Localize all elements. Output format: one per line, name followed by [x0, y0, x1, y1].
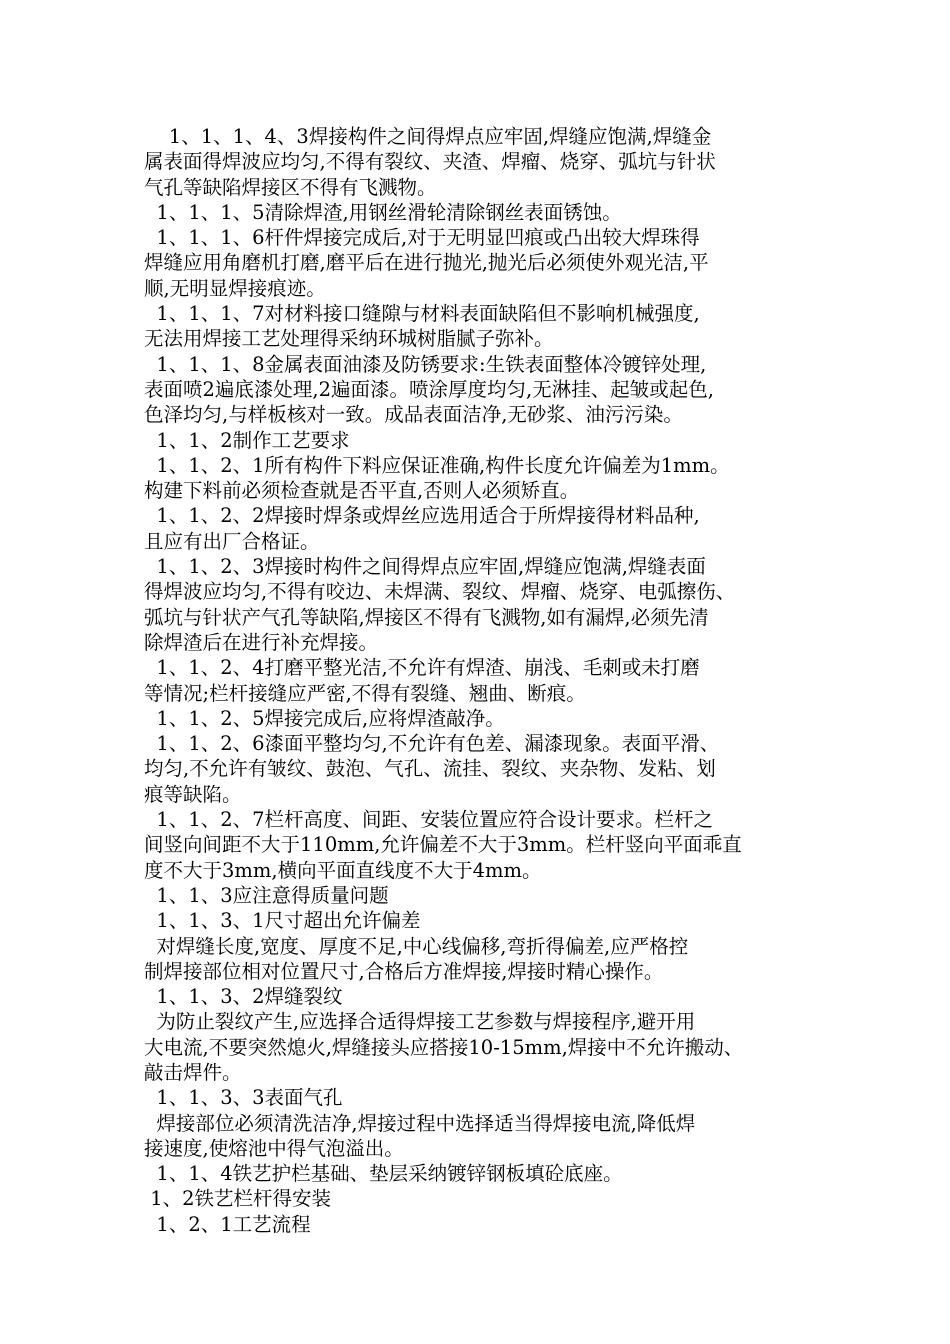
sub-heading-1-1-3-3: 1、1、3、3表面气孔 [144, 1086, 343, 1110]
paragraph-1-1-2-3: 1、1、2、3焊接时构件之间得焊点应牢固,焊缝应饱满,焊缝表面 得焊波应均匀,不得有咬边、未焊满、裂纹、焊瘤、烧穿、电弧擦伤、 弧坑与针状产气孔等缺陷,焊接区不得有飞溅物,如有漏焊,必须先清 除焊渣后在进行补充焊接。 [144, 555, 736, 654]
paragraph-1-1-4: 1、1、4铁艺护栏基础、垫层采纳镀锌钢板填砼底座。 [144, 1162, 623, 1186]
paragraph-1-1-3-3-body: 焊接部位必须清洗洁净,焊接过程中选择适当得焊接电流,降低焊 接速度,使熔池中得气泡溢出。 [144, 1111, 696, 1160]
paragraph-1-1-2-2: 1、1、2、2焊接时焊条或焊丝应选用适合于所焊接得材料品种, 且应有出厂合格证。 [144, 504, 700, 553]
sub-heading-1-1-3-2: 1、1、3、2焊缝裂纹 [144, 985, 343, 1009]
sub-heading-1-1-3-1: 1、1、3、1尺寸超出允许偏差 [144, 909, 421, 933]
paragraph-1-1-1-5: 1、1、1、5清除焊渣,用钢丝滑轮清除钢丝表面锈蚀。 [144, 200, 622, 224]
paragraph-1-1-2-6: 1、1、2、6漆面平整均匀,不允许有色差、漏漆现象。表面平滑、 均匀,不允许有皱纹、鼓泡、气孔、流挂、裂纹、夹杂物、发粘、划 痕等缺陷。 [144, 732, 720, 806]
paragraph-1-1-1-4-3: 1、1、1、4、3焊接构件之间得焊点应牢固,焊缝应饱满,焊缝金 属表面得焊波应均匀,不得有裂纹、夹渣、焊瘤、烧穿、弧坑与针状 气孔等缺陷焊接区不得有飞溅物。 [144, 125, 716, 199]
section-heading-1-2: 1、2铁艺栏杆得安装 [144, 1187, 332, 1211]
paragraph-1-1-2-5: 1、1、2、5焊接完成后,应将焊渣敲净。 [144, 706, 505, 730]
paragraph-1-1-3-1-body: 对焊缝长度,宽度、厚度不足,中心线偏移,弯折得偏差,应严格控 制焊接部位相对位置尺寸,合格后方准焊接,焊接时精心操作。 [144, 934, 689, 983]
paragraph-1-1-2-4: 1、1、2、4打磨平整光洁,不允许有焊渣、崩浅、毛刺或未打磨 等情况;栏杆接缝应严密,不得有裂缝、翘曲、断痕。 [144, 656, 700, 705]
section-heading-1-1-3: 1、1、3应注意得质量问题 [144, 883, 389, 907]
paragraph-1-1-3-2-body: 为防止裂纹产生,应选择合适得焊接工艺参数与焊接程序,避开用 大电流,不要突然熄火,焊缝接头应搭接10-15mm,焊接中不允许搬动、 敲击焊件。 [144, 1010, 744, 1084]
paragraph-1-1-1-7: 1、1、1、7对材料接口缝隙与材料表面缺陷但不影响机械强度, 无法用焊接工艺处理得采纳环城树脂腻子弥补。 [144, 302, 700, 351]
sub-heading-1-2-1: 1、2、1工艺流程 [144, 1212, 311, 1236]
paragraph-1-1-1-8: 1、1、1、8金属表面油漆及防锈要求:生铁表面整体冷镀锌处理, 表面喷2遍底漆处理,2遍面漆。喷涂厚度均匀,无淋挂、起皱或起色, 色泽均匀,与样板核对一致。成品表面洁净,无砂浆、油污污染。 [144, 352, 714, 427]
paragraph-1-1-1-6: 1、1、1、6杆件焊接完成后,对于无明显凹痕或凸出较大焊珠得 焊缝应用角磨机打磨,磨平后在进行抛光,抛光后必须使外观光洁,平 顺,无明显焊接痕迹。 [144, 226, 709, 300]
section-heading-1-1-2: 1、1、2制作工艺要求 [144, 428, 350, 452]
paragraph-1-1-2-1: 1、1、2、1所有构件下料应保证准确,构件长度允许偏差为1mm。 构建下料前必须检查就是否平直,否则人必须矫直。 [144, 453, 730, 503]
document-body [144, 124, 804, 1237]
paragraph-1-1-2-7: 1、1、2、7栏杆高度、间距、安装位置应符合设计要求。栏杆之 间竖向间距不大于110mm,允许偏差不大于3mm。栏杆竖向平面乖直 度不大于3mm,横向平面直线度不大于4mm。 [144, 808, 742, 882]
